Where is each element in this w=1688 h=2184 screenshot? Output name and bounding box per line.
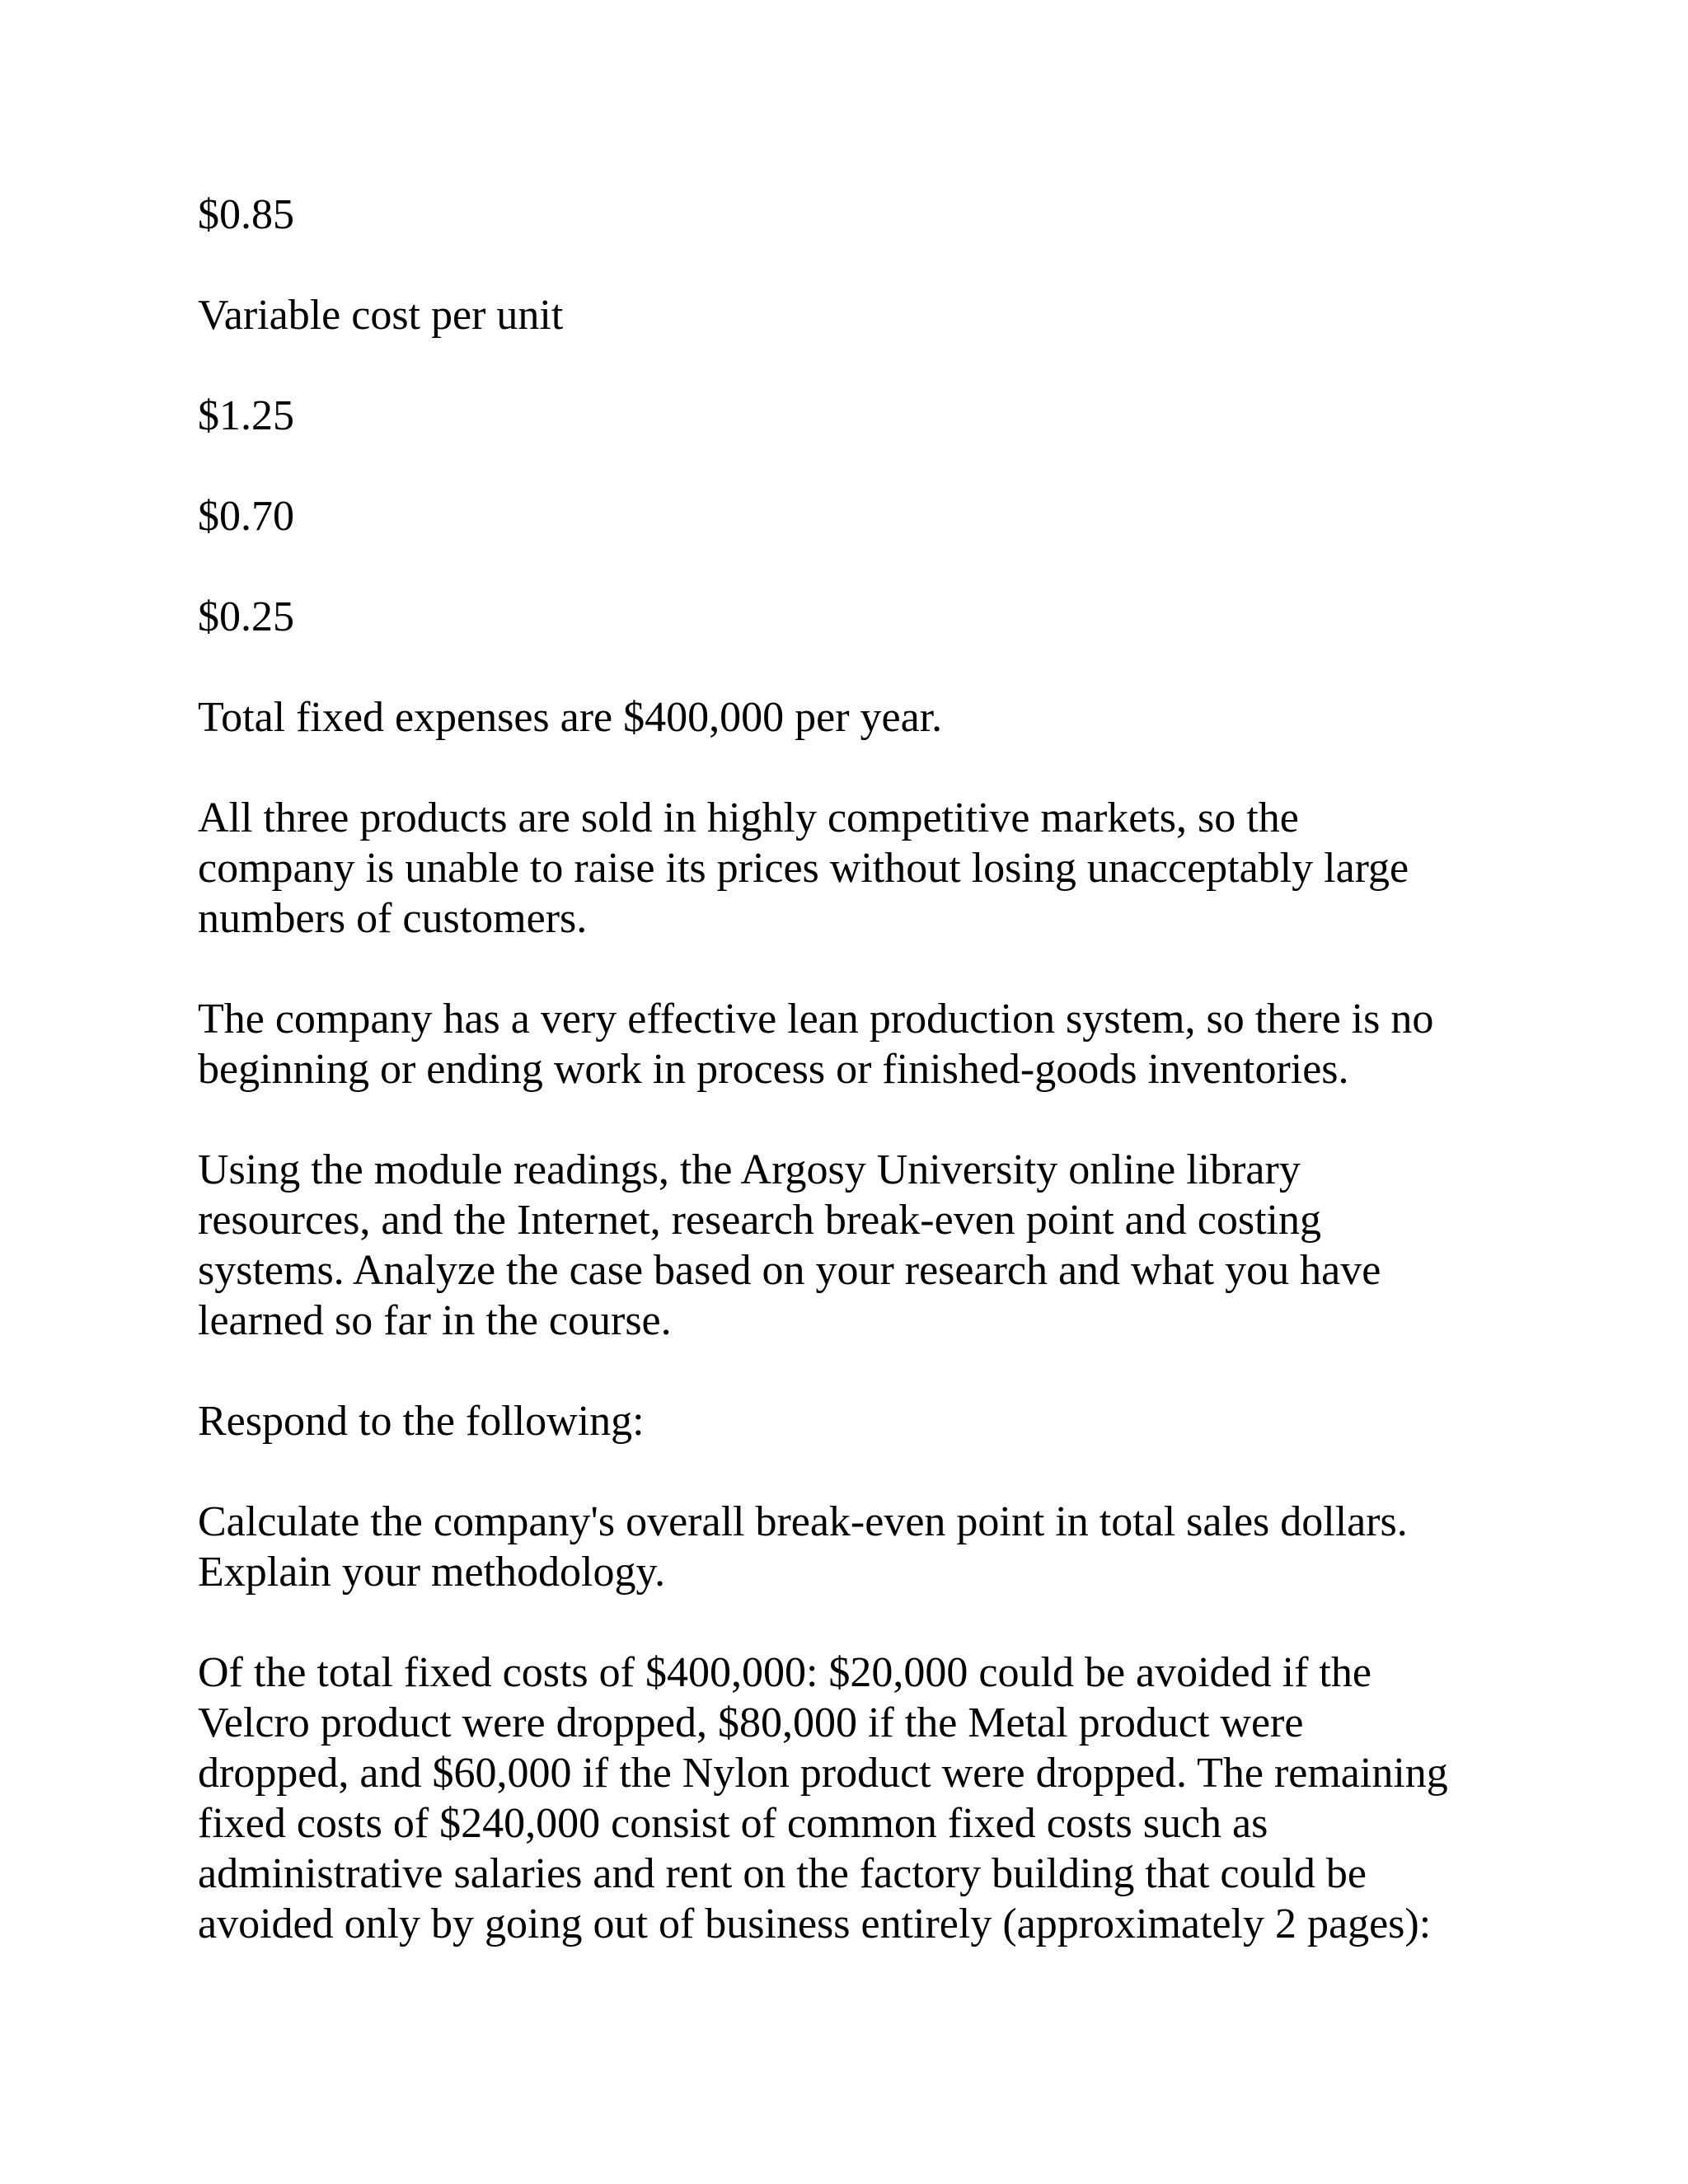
text-line: learned so far in the course. [198,1297,672,1344]
text-line: All three products are sold in highly competitive markets, so the [198,794,1299,841]
lean-paragraph [198,994,1533,1094]
text-line: Of the total fixed costs of $400,000: $20,000 could be avoided if the [198,1649,1372,1696]
fixed-expenses-paragraph: Total fixed expenses are $400,000 per year. [198,694,943,741]
text-line: Calculate the company's overall break-even point in total sales dollars. [198,1498,1408,1545]
text-line: company is unable to raise its prices without losing unacceptably large [198,845,1409,892]
calculate-paragraph [198,1497,1533,1597]
text-line: administrative salaries and rent on the factory building that could be [198,1850,1367,1897]
variable-cost-label: Variable cost per unit [198,292,564,339]
respond-heading: Respond to the following: [198,1398,645,1445]
text-line: The company has a very effective lean production system, so there is no [198,996,1434,1043]
cost-value-1: $1.25 [198,392,294,439]
cost-value-2: $0.70 [198,493,294,540]
text-line: fixed costs of $240,000 consist of common fixed costs such as [198,1800,1268,1847]
text-line: systems. Analyze the case based on your research and what you have [198,1247,1381,1294]
fixed-costs-paragraph [198,1647,1533,1949]
text-line: Using the module readings, the Argosy University online library [198,1146,1301,1193]
text-line: resources, and the Internet, research break-even point and costing [198,1197,1321,1244]
text-line: numbers of customers. [198,895,588,942]
text-line: Explain your methodology. [198,1549,666,1596]
cost-value-3: $0.25 [198,593,294,640]
text-line: avoided only by going out of business entirely (approximately 2 pages): [198,1900,1432,1947]
document-page [198,190,1533,1999]
markets-paragraph [198,793,1533,944]
top-value: $0.85 [198,191,294,238]
text-line: dropped, and $60,000 if the Nylon product were dropped. The remaining [198,1750,1448,1797]
research-paragraph [198,1145,1533,1346]
text-line: beginning or ending work in process or finished-goods inventories. [198,1046,1349,1093]
text-line: Velcro product were dropped, $80,000 if the Metal product were [198,1699,1304,1746]
